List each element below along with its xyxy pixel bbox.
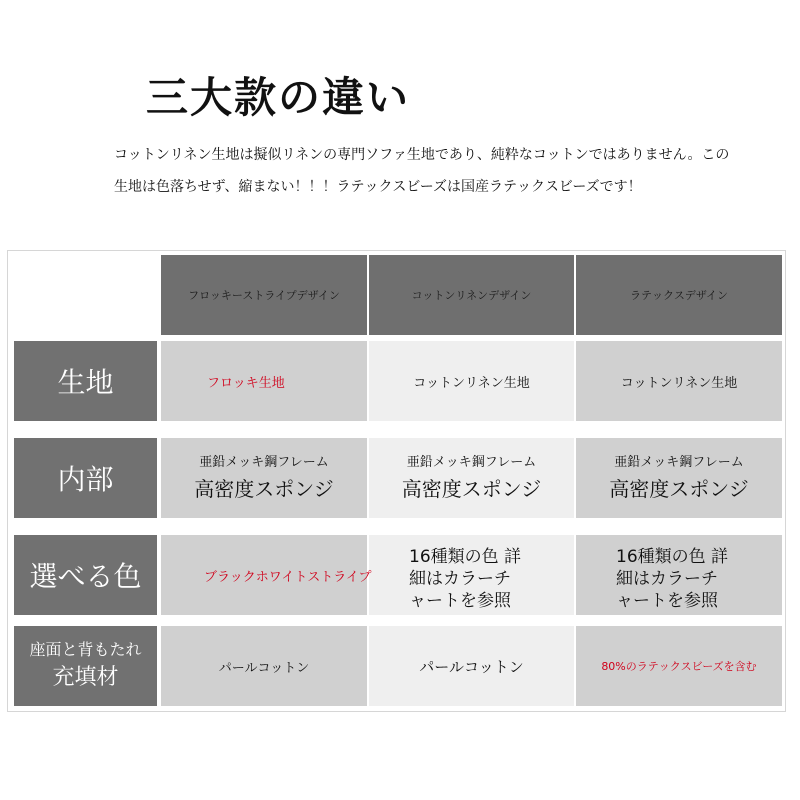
frame-text: 亜鉛メッキ鋼フレーム xyxy=(614,455,744,470)
cell-text: 80%のラテックスビーズを含む xyxy=(601,660,757,673)
column-header-cotton-linen xyxy=(369,255,574,335)
column-header-label: コットンリネンデザイン xyxy=(411,289,532,302)
filling-cell-latex xyxy=(576,626,782,706)
cell-text-line: ャートを参照 xyxy=(616,591,718,611)
column-header-label: フロッキーストライプデザイン xyxy=(188,289,340,302)
cell-text: フロッキ生地 xyxy=(207,375,285,391)
sponge-text: 高密度スポンジ xyxy=(609,477,749,501)
page-title: 三大款の違い xyxy=(146,73,411,122)
interior-cell-latex xyxy=(576,438,782,518)
sponge-text: 高密度スポンジ xyxy=(194,477,334,501)
cell-text: コットンリネン生地 xyxy=(620,375,738,391)
description-line-1: コットンリネン生地は擬似リネンの専門ソファ生地であり、純粋なコットンではありません。この xyxy=(114,147,730,163)
cell-text: パールコットン xyxy=(218,660,310,676)
cell-text-line: 細はカラーチ xyxy=(616,569,718,589)
filling-cell-cotton-linen xyxy=(369,626,574,706)
filling-cell-flocky xyxy=(161,626,367,706)
frame-text: 亜鉛メッキ鋼フレーム xyxy=(199,455,329,470)
colors-cell-flocky xyxy=(161,535,372,615)
sponge-text: 高密度スポンジ xyxy=(401,477,542,501)
row-header-interior xyxy=(14,438,157,518)
row-header-filling xyxy=(14,626,157,706)
colors-cell-cotton-linen xyxy=(369,535,574,615)
row-header-label-top: 座面と背もたれ xyxy=(29,640,142,659)
column-header-flocky xyxy=(161,255,367,335)
cell-text: パールコットン xyxy=(419,657,524,676)
fabric-cell-cotton-linen xyxy=(369,341,574,421)
row-header-colors xyxy=(14,535,157,615)
row-header-fabric xyxy=(14,341,157,421)
cell-text-line: 細はカラーチ xyxy=(409,569,511,589)
cell-text-line: 16種類の色 詳 xyxy=(616,547,729,567)
cell-text-line: 16種類の色 詳 xyxy=(409,547,522,567)
row-header-label-bottom: 充填材 xyxy=(52,665,119,690)
column-header-latex xyxy=(576,255,782,335)
fabric-cell-flocky xyxy=(161,341,367,421)
interior-cell-cotton-linen xyxy=(369,438,574,518)
interior-cell-flocky xyxy=(161,438,367,518)
cell-text-line: ャートを参照 xyxy=(409,591,511,611)
cell-text: コットンリネン生地 xyxy=(413,375,530,391)
fabric-cell-latex xyxy=(576,341,782,421)
row-header-label: 生地 xyxy=(57,366,114,399)
column-header-label: ラテックスデザイン xyxy=(630,289,728,302)
row-header-label: 選べる色 xyxy=(29,560,142,593)
frame-text: 亜鉛メッキ鋼フレーム xyxy=(406,455,537,470)
colors-cell-latex xyxy=(576,535,782,615)
cell-text: ブラックホワイトストライプ xyxy=(204,569,372,585)
row-header-label: 内部 xyxy=(57,463,114,496)
description-line-2: 生地は色落ちせず、縮まない！！！ラテックスビーズは国産ラテックスビーズです！ xyxy=(114,179,642,195)
